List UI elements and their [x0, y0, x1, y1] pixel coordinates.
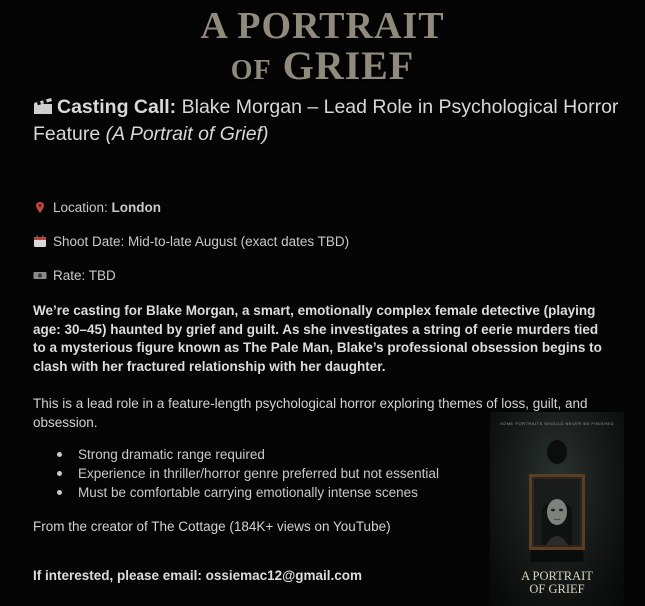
poster-title	[490, 570, 624, 596]
pin-icon	[33, 201, 47, 214]
creator-note: From the creator of The Cottage (184K+ views on YouTube)	[33, 519, 391, 534]
clapperboard-icon	[33, 98, 53, 114]
location-line	[33, 200, 161, 215]
location-value: London	[111, 200, 162, 215]
portrait-frame-image	[490, 412, 624, 562]
poster-title-line-1: A PORTRAIT	[521, 569, 593, 583]
project-description: This is a lead role in a feature-length psychological horror exploring themes of loss, guilt, and obsession.	[33, 396, 588, 430]
shoot-date-text: Shoot Date: Mid-to-late August (exact dates TBD)	[53, 234, 350, 249]
calendar-icon	[33, 235, 47, 248]
list-item: Strong dramatic range required	[33, 445, 439, 464]
list-item: Experience in thriller/horror genre preferred but not essential	[33, 464, 439, 483]
list-item: Must be comfortable carrying emotionally intense scenes	[33, 483, 439, 502]
location-label: Location:	[53, 200, 112, 215]
heading-rest: Blake Morgan – Lead Role in Psychological Horror Feature	[33, 96, 619, 145]
heading-italic: (A Portrait of Grief)	[105, 123, 269, 145]
rate-line	[33, 268, 116, 283]
poster-tagline: SOME PORTRAITS SHOULD NEVER BE FINISHED	[499, 421, 615, 426]
poster-title-line-2: OF GRIEF	[529, 582, 585, 596]
casting-heading	[33, 94, 623, 148]
role-description: We’re casting for Blake Morgan, a smart, emotionally complex female detective (playing age: 30–45) haunted by grief and guilt. As she investigates a string of eerie murders tied to a mysterious figure known as The Pale Man, Blake’s professional obsession begins to clash with her fractured relationship with her daughter.	[33, 303, 602, 374]
logo-line-2	[0, 43, 645, 91]
contact-line: If interested, please email: ossiemac12@gmail.com	[33, 568, 363, 583]
logo-line-1: A PORTRAIT	[200, 5, 445, 47]
film-logo	[0, 6, 645, 91]
requirements-list	[33, 445, 439, 502]
film-poster	[490, 412, 624, 606]
rate-text: Rate: TBD	[53, 268, 116, 283]
logo-of: OF	[230, 55, 272, 86]
shoot-date-line	[33, 234, 349, 249]
heading-bold: Casting Call:	[57, 96, 177, 118]
logo-grief: GRIEF	[282, 43, 415, 88]
money-icon	[33, 269, 47, 282]
